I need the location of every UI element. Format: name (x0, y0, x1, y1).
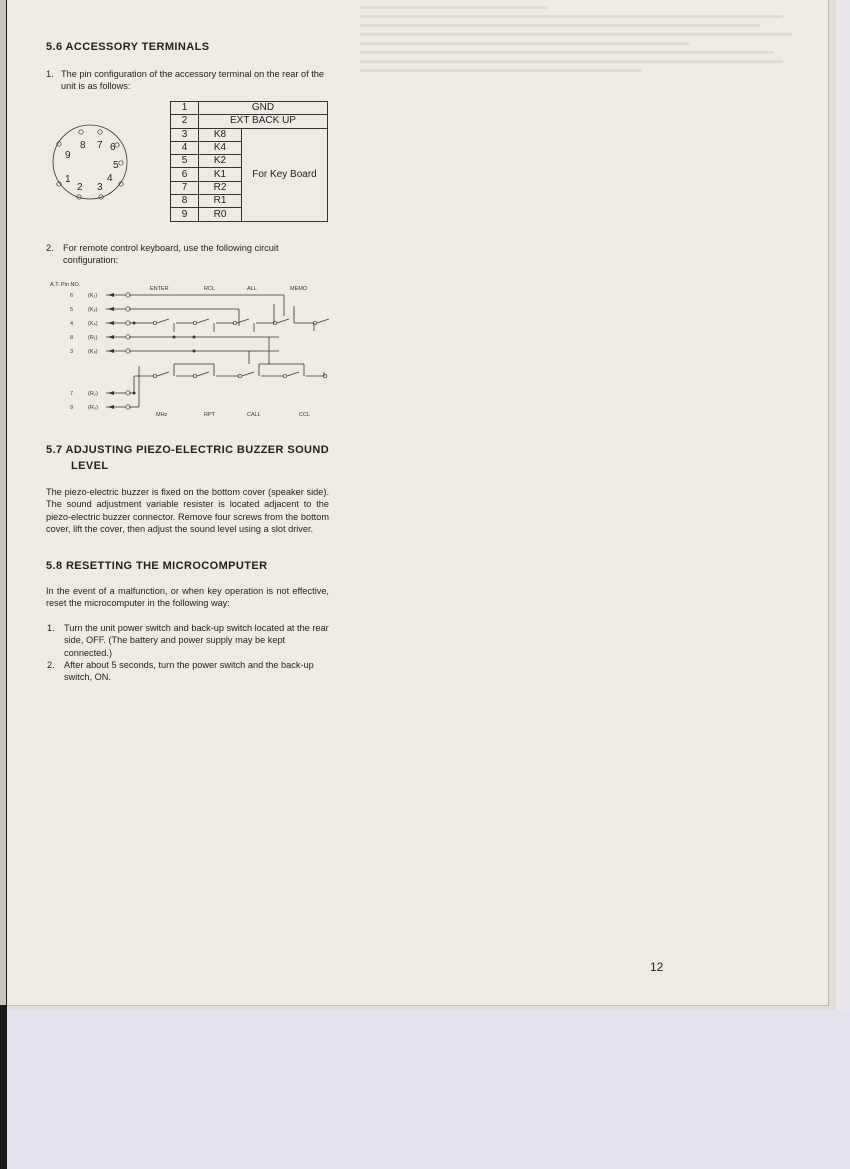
pin-number: 9 (171, 208, 199, 221)
pin-number: 4 (171, 141, 199, 154)
circuit-pin-number: 4 (70, 321, 74, 327)
circuit-signal: (K₂) (88, 307, 98, 313)
circuit-pin-number: 8 (70, 335, 74, 341)
connector-pin-label: 8 (80, 140, 86, 151)
keyboard-group-label: For Key Board (242, 128, 328, 221)
key-label-call: CALL (247, 412, 261, 418)
step-text: Turn the unit power switch and back-up switch located at the rear side, OFF. (The battery and power supply may be kept connected.) (64, 623, 329, 658)
page-number: 12 (650, 960, 664, 974)
pin-number: 7 (171, 181, 199, 194)
item-number: 1. (46, 69, 54, 79)
step-number: 2. (47, 660, 55, 670)
pin-signal: GND (199, 102, 328, 115)
pin-signal: K2 (199, 155, 242, 168)
circuit-signal: (K₄) (88, 321, 98, 327)
pin-signal: K8 (199, 128, 242, 141)
pin-signal: K1 (199, 168, 242, 181)
circuit-pin-number: 5 (70, 307, 74, 313)
key-label-rpt: RPT (204, 412, 215, 418)
key-label-mhz: MHz (156, 412, 168, 418)
connector-pin-label: 4 (107, 173, 113, 184)
connector-pinout-diagram (50, 122, 130, 204)
section-heading-5-7-cont: LEVEL (71, 460, 109, 472)
key-label-ccl: CCL (299, 412, 311, 418)
section-heading-5-7: 5.7 ADJUSTING PIEZO-ELECTRIC BUZZER SOUND (46, 444, 330, 456)
connector-pin-label: 6 (110, 142, 116, 153)
circuit-pin-number: 3 (70, 349, 74, 355)
table-row (171, 128, 328, 141)
pin-signal: R2 (199, 181, 242, 194)
pin-number: 5 (171, 155, 199, 168)
circuit-signal: (R₀) (88, 405, 98, 411)
item-text: The pin configuration of the accessory terminal on the rear of the unit is as follows: (61, 69, 325, 92)
circuit-signal: (K₁) (88, 293, 98, 299)
pin-assignment-table (170, 101, 328, 222)
circuit-pin-number: 7 (70, 391, 74, 397)
step-text: After about 5 seconds, turn the power switch and the back-up switch, ON. (64, 660, 314, 683)
table-row (171, 115, 328, 128)
circuit-signal: (R₁) (88, 335, 98, 341)
connector-pin-label: 9 (65, 150, 71, 161)
pin-number: 3 (171, 128, 199, 141)
background-surface (0, 1010, 850, 1169)
connector-pin-label: 1 (65, 174, 71, 185)
pin-signal: EXT BACK UP (199, 115, 328, 128)
key-label-enter: ENTER (150, 286, 169, 292)
key-label-rcl: RCL (204, 286, 216, 292)
connector-pin-label: 7 (97, 140, 103, 151)
pin-number: 1 (171, 102, 199, 115)
section-heading-5-8: 5.8 RESETTING THE MICROCOMPUTER (46, 560, 268, 572)
connector-pin-label: 5 (113, 160, 119, 171)
item-text: For remote control keyboard, use the following circuit configuration: (63, 243, 279, 266)
pin-number: 6 (171, 168, 199, 181)
key-label-memo: MEMO (290, 286, 308, 292)
pin-signal: R1 (199, 195, 242, 208)
pin-signal: R0 (199, 208, 242, 221)
reset-intro-paragraph: In the event of a malfunction, or when key operation is not effective, reset the microcomputer in the following way: (46, 586, 329, 609)
pin-number: 8 (171, 195, 199, 208)
circuit-pin-header: A.T. Pin NO. (50, 282, 81, 288)
connector-pin-label: 3 (97, 182, 103, 193)
step-number: 1. (47, 623, 55, 633)
table-row (171, 102, 328, 115)
pin-signal: K4 (199, 141, 242, 154)
circuit-pin-number: 6 (70, 293, 74, 299)
circuit-pin-number: 9 (70, 405, 74, 411)
circuit-signal: (K₈) (88, 349, 98, 355)
remote-keyboard-circuit-diagram (44, 276, 344, 421)
pin-number: 2 (171, 115, 199, 128)
item-number: 2. (46, 243, 54, 253)
connector-pin-label: 2 (77, 182, 83, 193)
circuit-signal: (R₂) (88, 391, 98, 397)
section-heading-5-6: 5.6 ACCESSORY TERMINALS (46, 41, 210, 53)
buzzer-paragraph: The piezo-electric buzzer is fixed on the bottom cover (speaker side). The sound adjustment variable resister is located adjacent to the piezo-electric buzzer connector. Remove four screws from the bottom cover, lift the cover, then adjust the sound level using a slot driver. (46, 487, 329, 534)
page-edge (0, 0, 6, 1005)
key-label-all: ALL (247, 286, 257, 292)
